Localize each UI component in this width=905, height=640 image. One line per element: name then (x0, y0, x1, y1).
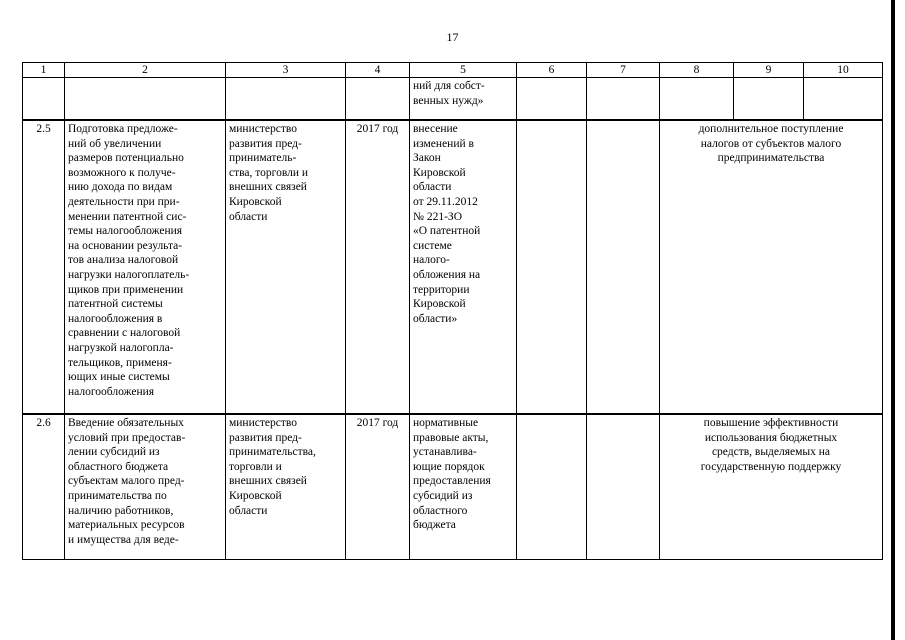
column-numbers-row (23, 63, 883, 78)
measure-cell: Введение обязательных условий при предостав- лении субсидий из областного бюджета субъектам малого пред- принимательства по наличию работников, материальных ресурсов и имущества для веде- (65, 414, 226, 560)
item-number: 2.5 (23, 120, 65, 414)
measure-cell (65, 78, 226, 121)
header-cell: 5 (410, 63, 517, 78)
header-cell: 10 (804, 63, 883, 78)
result-cell: ний для собст- венных нужд» (410, 78, 517, 121)
header-cell: 8 (660, 63, 734, 78)
term-cell (346, 78, 410, 121)
col6-cell (517, 414, 587, 560)
header-cell: 2 (65, 63, 226, 78)
table-row-2-5 (23, 120, 883, 414)
col8-cell (660, 78, 734, 121)
header-cell: 6 (517, 63, 587, 78)
col7-cell (587, 120, 660, 414)
col10-cell (804, 78, 883, 121)
result-cell: внесение изменений в Закон Кировской области от 29.11.2012 № 221-ЗО «О патентной системе налого- обложения на территории Кировской области» (410, 120, 517, 414)
col6-cell (517, 120, 587, 414)
col7-cell (587, 78, 660, 121)
effect-cell: повышение эффективности использования бюджетных средств, выделяемых на государственную поддержку (660, 414, 883, 560)
col6-cell (517, 78, 587, 121)
item-number: 2.6 (23, 414, 65, 560)
page-edge-bar (891, 0, 895, 640)
col9-cell (734, 78, 804, 121)
header-cell: 1 (23, 63, 65, 78)
header-cell: 3 (226, 63, 346, 78)
table-row-continuation (23, 78, 883, 121)
measures-table (22, 62, 883, 560)
executor-cell: министерство развития пред- принимательства, торговли и внешних связей Кировской области (226, 414, 346, 560)
table-row-2-6 (23, 414, 883, 560)
term-cell: 2017 год (346, 120, 410, 414)
executor-cell (226, 78, 346, 121)
item-number (23, 78, 65, 121)
header-cell: 4 (346, 63, 410, 78)
term-cell: 2017 год (346, 414, 410, 560)
header-cell: 9 (734, 63, 804, 78)
page-number: 17 (446, 30, 459, 44)
measure-cell: Подготовка предложе- ний об увеличении размеров потенциально возможного к получе- нию дохода по видам деятельности при при- менении патентной сис- темы налогообложения на основании результа- тов анализа налоговой нагрузки налогоплатель- щиков при применении патентной системы налогообложения в сравнении с налоговой нагрузкой налогопла- тельщиков, применя- ющих иные системы налогообложения (65, 120, 226, 414)
executor-cell: министерство развития пред- приниматель- ства, торговли и внешних связей Кировской области (226, 120, 346, 414)
effect-cell: дополнительное поступление налогов от субъектов малого предпринимательства (660, 120, 883, 414)
header-cell: 7 (587, 63, 660, 78)
result-cell: нормативные правовые акты, устанавлива- ющие порядок предоставления субсидий из областного бюджета (410, 414, 517, 560)
col7-cell (587, 414, 660, 560)
